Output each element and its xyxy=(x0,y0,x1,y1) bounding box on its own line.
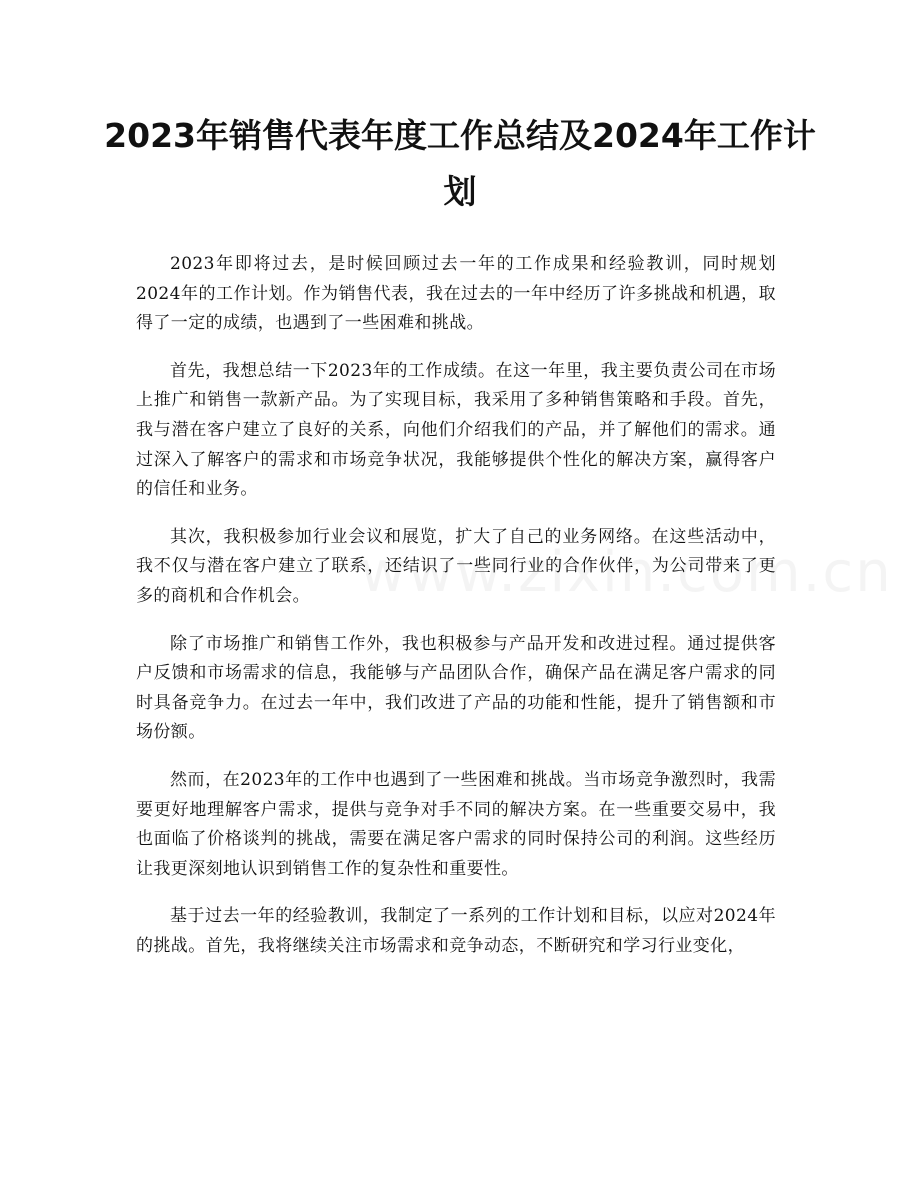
paragraph-challenges: 然而，在2023年的工作中也遇到了一些困难和挑战。当市场竞争激烈时，我需要更好地理解客户需求，提供与竞争对手不同的解决方案。在一些重要交易中，我也面临了价格谈判的挑战，需要在满足客户需求的同时保持公司的利润。这些经历让我更深刻地认识到销售工作的复杂性和重要性。 xyxy=(136,769,776,879)
paragraph-intro: 2023年即将过去，是时候回顾过去一年的工作成果和经验教训，同时规划2024年的工作计划。作为销售代表，我在过去的一年中经历了许多挑战和机遇，取得了一定的成绩，也遇到了一些困难和挑战。 xyxy=(136,254,776,334)
document-body xyxy=(136,250,776,979)
document-title: 2023年销售代表年度工作总结及2024年工作计划 xyxy=(104,116,816,211)
paragraph-product-development: 除了市场推广和销售工作外，我也积极参与产品开发和改进过程。通过提供客户反馈和市场需求的信息，我能够与产品团队合作，确保产品在满足客户需求的同时具备竞争力。在过去一年中，我们改进了产品的功能和性能，提升了销售额和市场份额。 xyxy=(136,633,776,743)
paragraph-achievements: 首先，我想总结一下2023年的工作成绩。在这一年里，我主要负责公司在市场上推广和销售一款新产品。为了实现目标，我采用了多种销售策略和手段。首先，我与潜在客户建立了良好的关系，向他们介绍我们的产品，并了解他们的需求。通过深入了解客户的需求和市场竞争状况，我能够提供个性化的解决方案，赢得客户的信任和业务。 xyxy=(136,360,776,500)
paragraph-plan: 基于过去一年的经验教训，我制定了一系列的工作计划和目标，以应对2024年的挑战。首先，我将继续关注市场需求和竞争动态，不断研究和学习行业变化， xyxy=(136,906,776,956)
paragraph-networking: 其次，我积极参加行业会议和展览，扩大了自己的业务网络。在这些活动中，我不仅与潜在客户建立了联系，还结识了一些同行业的合作伙伴，为公司带来了更多的商机和合作机会。 xyxy=(136,526,776,606)
